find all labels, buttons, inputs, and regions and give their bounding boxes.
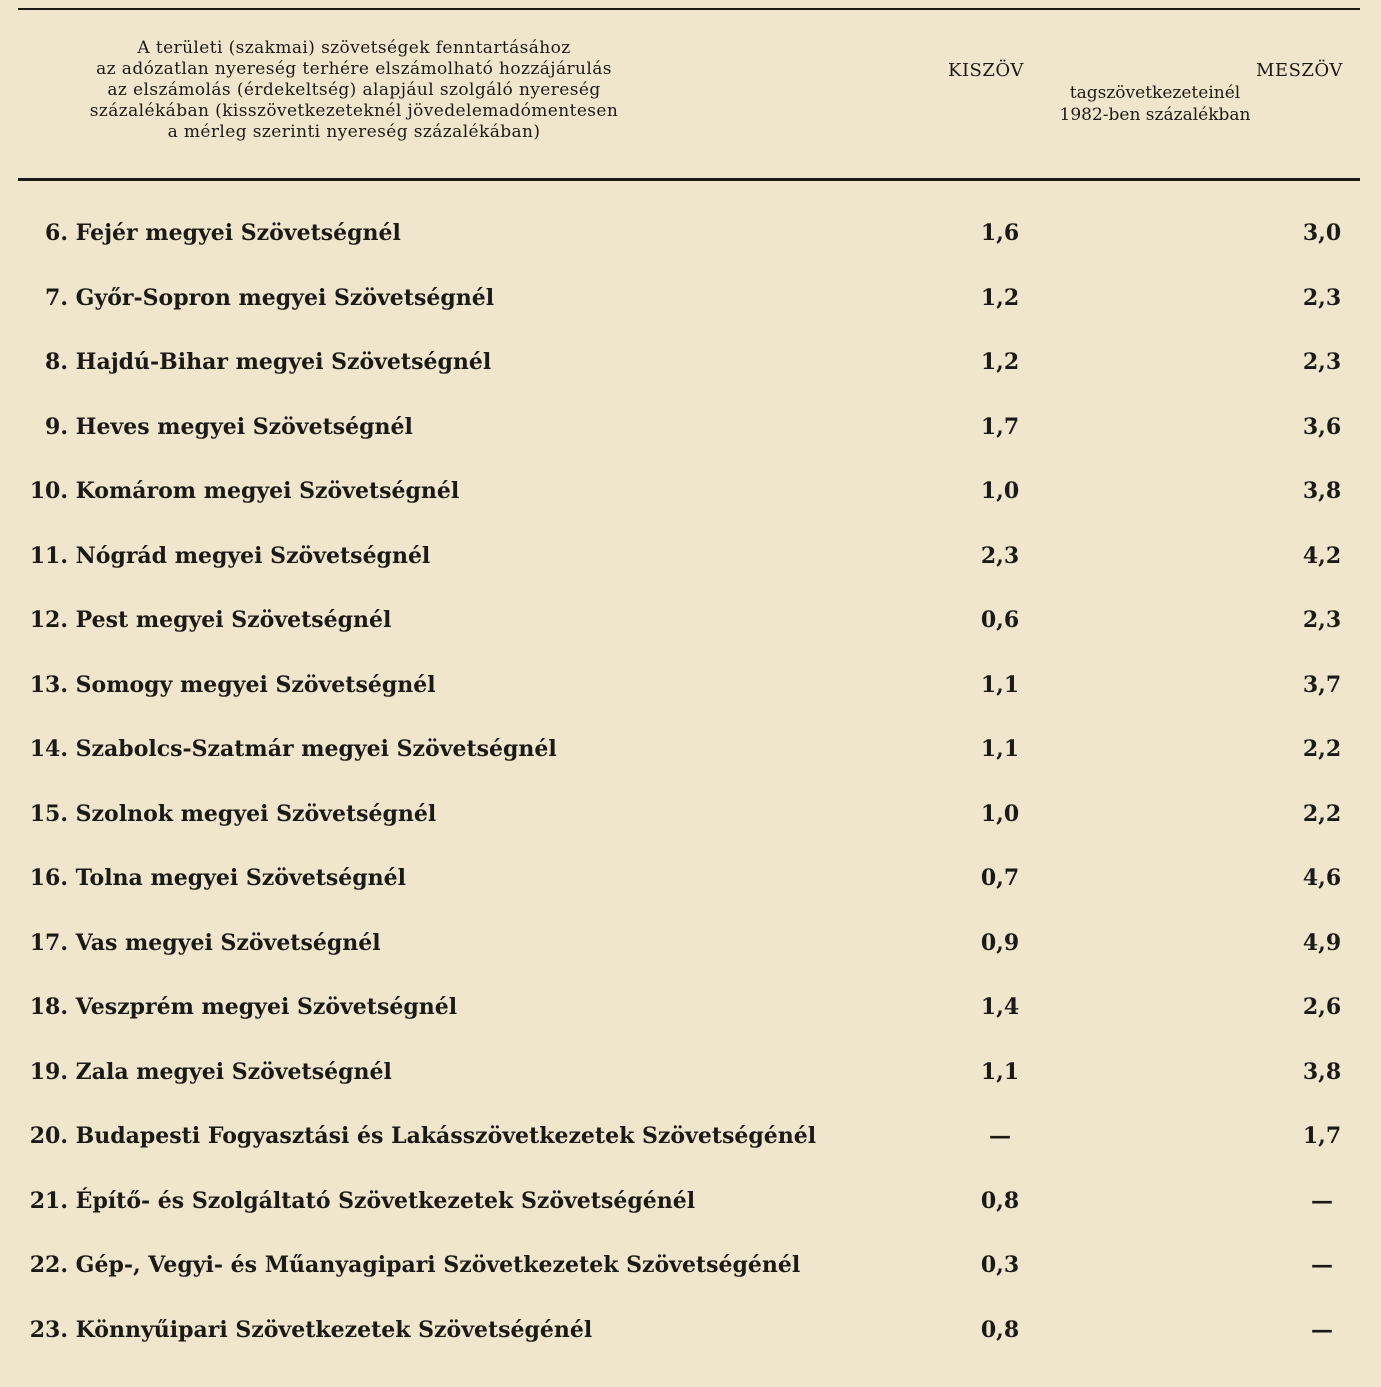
kiszov-value: 2,3 xyxy=(980,543,1020,569)
row-name: Budapesti Fogyasztási és Lakásszövetkezetek Szövetségénél xyxy=(75,1123,817,1149)
kiszov-value: 1,0 xyxy=(980,478,1020,504)
kiszov-value: 1,1 xyxy=(980,672,1020,698)
meszov-value: — xyxy=(1311,1188,1333,1214)
row-name: Győr-Sopron megyei Szövetségnél xyxy=(75,285,495,311)
row-number: 13. xyxy=(29,672,68,698)
row-number: 6. xyxy=(45,220,68,246)
row-number: 7. xyxy=(45,285,68,311)
meszov-value: 2,3 xyxy=(1302,349,1342,375)
description-line: az adózatlan nyereség terhére elszámolható hozzájárulás xyxy=(96,59,612,79)
row-label xyxy=(18,1188,695,1214)
row-label xyxy=(18,1317,592,1343)
table-row xyxy=(0,994,1381,1034)
kiszov-value: 1,6 xyxy=(980,220,1020,246)
row-label xyxy=(18,1123,816,1149)
row-label xyxy=(18,349,491,375)
kiszov-value: 1,7 xyxy=(980,414,1020,440)
row-name: Könnyűipari Szövetkezetek Szövetségénél xyxy=(75,1317,593,1343)
row-number: 11. xyxy=(29,543,68,569)
table-row xyxy=(0,801,1381,841)
table-row xyxy=(0,220,1381,260)
top-rule xyxy=(18,8,1360,10)
row-label xyxy=(18,478,459,504)
table-row xyxy=(0,1252,1381,1292)
row-name: Komárom megyei Szövetségnél xyxy=(75,478,460,504)
row-label xyxy=(18,285,494,311)
kiszov-value: 0,6 xyxy=(980,607,1020,633)
row-label xyxy=(18,865,406,891)
description-line: A területi (szakmai) szövetségek fenntartásához xyxy=(137,38,571,58)
row-number: 10. xyxy=(29,478,68,504)
row-number: 17. xyxy=(29,930,68,956)
kiszov-value: 0,9 xyxy=(980,930,1020,956)
table-row xyxy=(0,1059,1381,1099)
row-label xyxy=(18,543,430,569)
row-label xyxy=(18,736,557,762)
row-name: Fejér megyei Szövetségnél xyxy=(75,220,401,246)
row-label xyxy=(18,672,436,698)
kiszov-value: 0,3 xyxy=(980,1252,1020,1278)
meszov-value: 1,7 xyxy=(1302,1123,1342,1149)
kiszov-value: 1,4 xyxy=(980,994,1020,1020)
row-label xyxy=(18,414,413,440)
row-label xyxy=(18,607,391,633)
subheader-line: tagszövetkezeteinél xyxy=(1069,83,1241,103)
meszov-value: 2,6 xyxy=(1302,994,1342,1020)
kiszov-value: 1,0 xyxy=(980,801,1020,827)
table-row xyxy=(0,414,1381,454)
meszov-value: 3,6 xyxy=(1302,414,1342,440)
kiszov-column-header: KISZÖV xyxy=(948,60,1024,81)
row-name: Nógrád megyei Szövetségnél xyxy=(75,543,431,569)
row-name: Gép-, Vegyi- és Műanyagipari Szövetkezetek Szövetségénél xyxy=(75,1252,801,1278)
row-label xyxy=(18,994,457,1020)
row-number: 8. xyxy=(45,349,68,375)
row-name: Tolna megyei Szövetségnél xyxy=(75,865,407,891)
table-row xyxy=(0,672,1381,712)
meszov-value: 2,3 xyxy=(1302,607,1342,633)
kiszov-value: 0,7 xyxy=(980,865,1020,891)
kiszov-value: — xyxy=(989,1123,1011,1149)
row-number: 18. xyxy=(29,994,68,1020)
subheader-line: 1982-ben százalékban xyxy=(1059,105,1251,125)
kiszov-value: 0,8 xyxy=(980,1188,1020,1214)
meszov-value: 2,2 xyxy=(1302,736,1342,762)
meszov-value: — xyxy=(1311,1252,1333,1278)
meszov-value: 4,9 xyxy=(1302,930,1342,956)
row-name: Heves megyei Szövetségnél xyxy=(75,414,413,440)
description-line: a mérleg szerinti nyereség százalékában) xyxy=(167,122,541,142)
row-number: 19. xyxy=(29,1059,68,1085)
row-name: Építő- és Szolgáltató Szövetkezetek Szövetségénél xyxy=(75,1188,696,1214)
meszov-value: 2,3 xyxy=(1302,285,1342,311)
table-row xyxy=(0,349,1381,389)
row-name: Szabolcs-Szatmár megyei Szövetségnél xyxy=(75,736,557,762)
column-description-header xyxy=(18,38,690,143)
row-label xyxy=(18,801,436,827)
kiszov-value: 1,1 xyxy=(980,1059,1020,1085)
row-name: Hajdú-Bihar megyei Szövetségnél xyxy=(75,349,492,375)
row-number: 22. xyxy=(29,1252,68,1278)
column-subheader xyxy=(1020,82,1290,126)
description-line: százalékában (kisszövetkezeteknél jövedelemadómentesen xyxy=(89,101,619,121)
meszov-value: 4,2 xyxy=(1302,543,1342,569)
kiszov-value: 1,2 xyxy=(980,285,1020,311)
table-row xyxy=(0,1317,1381,1357)
row-name: Veszprém megyei Szövetségnél xyxy=(75,994,458,1020)
row-number: 9. xyxy=(45,414,68,440)
row-label xyxy=(18,220,401,246)
row-number: 16. xyxy=(29,865,68,891)
row-label xyxy=(18,1059,392,1085)
table-row xyxy=(0,543,1381,583)
kiszov-value: 1,2 xyxy=(980,349,1020,375)
row-number: 23. xyxy=(29,1317,68,1343)
kiszov-value: 1,1 xyxy=(980,736,1020,762)
table-row xyxy=(0,930,1381,970)
row-number: 20. xyxy=(29,1123,68,1149)
kiszov-value: 0,8 xyxy=(980,1317,1020,1343)
meszov-value: — xyxy=(1311,1317,1333,1343)
meszov-value: 4,6 xyxy=(1302,865,1342,891)
row-number: 12. xyxy=(29,607,68,633)
row-name: Zala megyei Szövetségnél xyxy=(75,1059,392,1085)
table-row xyxy=(0,478,1381,518)
table-row xyxy=(0,607,1381,647)
row-number: 14. xyxy=(29,736,68,762)
row-name: Pest megyei Szövetségnél xyxy=(75,607,392,633)
row-name: Somogy megyei Szövetségnél xyxy=(75,672,436,698)
row-number: 21. xyxy=(29,1188,68,1214)
description-line: az elszámolás (érdekeltség) alapjául szolgáló nyereség xyxy=(107,80,601,100)
row-number: 15. xyxy=(29,801,68,827)
table-row xyxy=(0,285,1381,325)
table-row xyxy=(0,736,1381,776)
row-label xyxy=(18,930,381,956)
row-name: Vas megyei Szövetségnél xyxy=(75,930,381,956)
meszov-value: 3,8 xyxy=(1302,478,1342,504)
meszov-value: 2,2 xyxy=(1302,801,1342,827)
header-rule xyxy=(18,178,1360,181)
meszov-value: 3,7 xyxy=(1302,672,1342,698)
table-row xyxy=(0,865,1381,905)
row-label xyxy=(18,1252,800,1278)
row-name: Szolnok megyei Szövetségnél xyxy=(75,801,437,827)
table-row xyxy=(0,1188,1381,1228)
table-row xyxy=(0,1123,1381,1163)
meszov-value: 3,8 xyxy=(1302,1059,1342,1085)
meszov-column-header: MESZÖV xyxy=(1256,60,1343,81)
meszov-value: 3,0 xyxy=(1302,220,1342,246)
